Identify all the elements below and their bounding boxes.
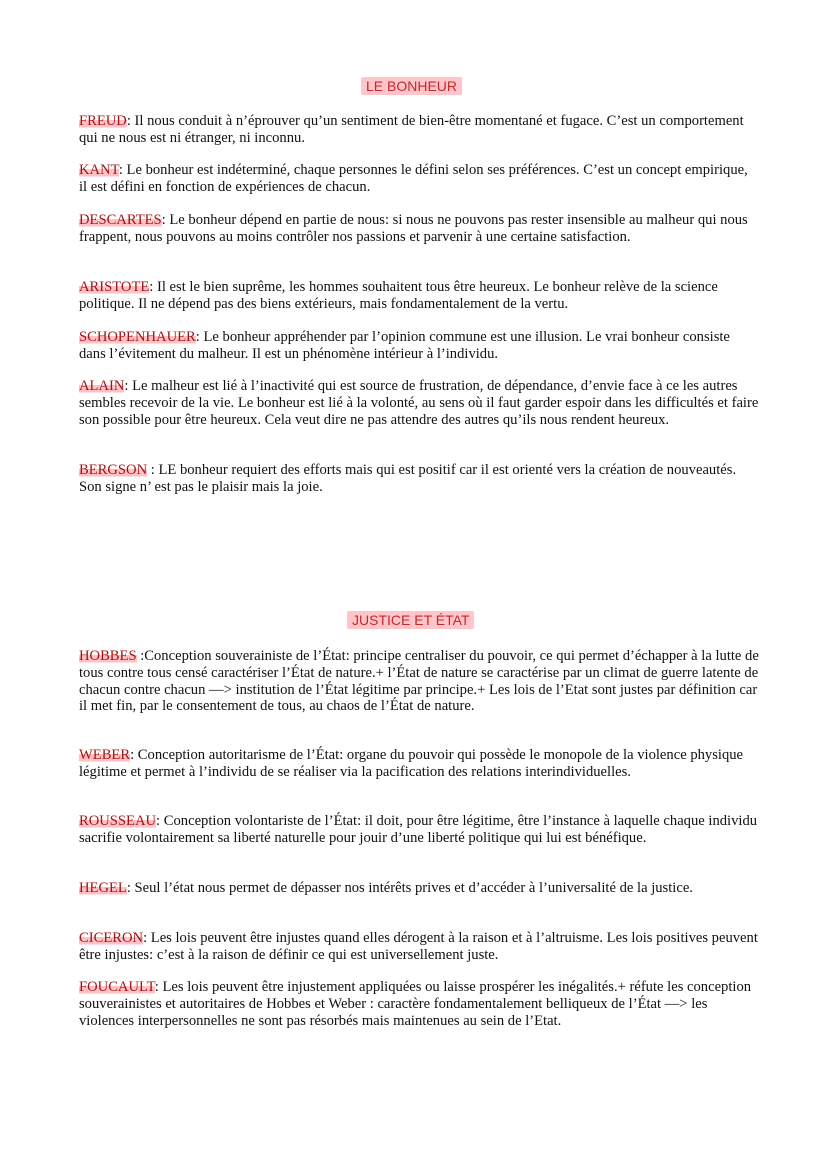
separator: :: [124, 378, 129, 394]
separator: :: [126, 113, 131, 129]
separator: :: [154, 979, 159, 995]
philosopher-name: CICERON: [79, 930, 144, 946]
philosopher-name: SCHOPENHAUER: [79, 329, 196, 345]
separator: :: [195, 329, 200, 345]
separator: :: [149, 279, 154, 295]
entry-hobbes: [79, 648, 759, 715]
entry-text: Le bonheur est indéterminé, chaque personnes le défini selon ses préférences. C’est un concept empirique, il est défini en fonction de expériences de chacun.: [79, 162, 748, 195]
entry-rousseau: [79, 813, 759, 847]
entry-descartes: [79, 212, 759, 246]
philosopher-name: ROUSSEAU: [79, 813, 157, 829]
entry-text: Il est le bien suprême, les hommes souhaitent tous être heureux. Le bonheur relève de la science politique. Il ne dépend pas des biens extérieurs, mais fondamentalement de la vertu.: [79, 279, 718, 312]
entry-kant: [79, 162, 759, 196]
entry-text: Conception volontariste de l’État: il doit, pour être légitime, être l’instance à laquelle chaque individu sacrifie volontairement sa liberté naturelle pour jouir d’une liberté politique qui lui est bénéfique.: [79, 813, 758, 846]
entry-freud: [79, 113, 759, 147]
philosopher-name: HEGEL: [79, 880, 127, 896]
philosopher-name: ARISTOTE: [79, 279, 150, 295]
separator: :: [161, 212, 166, 228]
philosopher-name: FREUD: [79, 113, 127, 129]
entry-text: Les lois peuvent être injustement appliquées ou laisse prospérer les inégalités.+ réfute les conception souverainistes et autoritaires de Hobbes et Weber : caractère fondamentalement belliqueux de l’État —> les violences interpersonnelles ne sont pas résorbés mais maintenues au sein de l’Etat.: [79, 979, 752, 1029]
entry-text: Conception autoritarisme de l’État: organe du pouvoir qui possède le monopole de la violence physique légitime et permet à l’individu de se réaliser via la pacification des relations interindividuelles.: [79, 747, 744, 780]
entry-ciceron: [79, 930, 759, 964]
section-title-justice: JUSTICE ET ÉTAT: [347, 611, 474, 629]
separator: :: [156, 813, 161, 829]
entry-text: Le malheur est lié à l’inactivité qui est source de frustration, de dépendance, d’envie face à ce les autres sembles recevoir de la vie. Le bonheur est lié à la volonté, au sens où il faut garder espoir dans les difficultés et faire son possible pour être heureux. Cela veut dire ne pas attendre des autres qu’ils nous rendent heureux.: [79, 378, 759, 428]
philosopher-name: ALAIN: [79, 378, 125, 394]
section-title-bonheur: LE BONHEUR: [361, 77, 462, 95]
philosopher-name: WEBER: [79, 747, 131, 763]
philosopher-name: BERGSON: [79, 462, 148, 478]
separator: :: [126, 880, 131, 896]
entry-schopenhauer: [79, 329, 759, 363]
separator: :: [136, 648, 145, 664]
philosopher-name: HOBBES: [79, 648, 137, 664]
entry-text: Le bonheur appréhender par l’opinion commune est une illusion. Le vrai bonheur consiste dans l’évitement du malheur. Il est un phénomène intérieur à l’individu.: [79, 329, 730, 362]
philosopher-name: FOUCAULT: [79, 979, 155, 995]
separator: :: [147, 462, 155, 478]
entry-bergson: [79, 462, 759, 496]
philosopher-name: DESCARTES: [79, 212, 162, 228]
entry-aristote: [79, 279, 759, 313]
entry-weber: [79, 747, 759, 781]
entry-text: Conception souverainiste de l’État: principe centraliser du pouvoir, ce qui permet d’échapper à la lutte de tous contre tous censé caractériser l’État de nature.+ l’État de nature se caractérise par un climat de guerre latente de chacun contre chacun —> institution de l’État légitime par principe.+ Les lois de l’Etat sont justes par définition car il met fin, par le consentement de tous, au chaos de l’État de nature.: [79, 648, 759, 715]
entry-foucault: [79, 979, 759, 1029]
separator: :: [130, 747, 135, 763]
entry-text: Il nous conduit à n’éprouver qu’un sentiment de bien-être momentané et fugace. C’est un comportement qui ne nous est ni étranger, ni inconnu.: [79, 113, 744, 146]
entry-text: Le bonheur dépend en partie de nous: si nous ne pouvons pas rester insensible au malheur qui nous frappent, nous pouvons au moins contrôler nos passions et parvenir à une certaine satisfaction.: [79, 212, 748, 245]
separator: :: [143, 930, 148, 946]
entry-text: LE bonheur requiert des efforts mais qui est positif car il est orienté vers la création de nouveautés. Son signe n’ est pas le plaisir mais la joie.: [79, 462, 737, 495]
entry-text: Seul l’état nous permet de dépasser nos intérêts prives et d’accéder à l’universalité de la justice.: [130, 880, 693, 896]
separator: :: [118, 162, 123, 178]
entry-alain: [79, 378, 759, 428]
philosopher-name: KANT: [79, 162, 119, 178]
entry-text: Les lois peuvent être injustes quand elles dérogent à la raison et à l’altruisme. Les lois positives peuvent être injustes: c’est à la raison de définir ce qui est universellement juste.: [79, 930, 758, 963]
entry-hegel: [79, 880, 759, 897]
